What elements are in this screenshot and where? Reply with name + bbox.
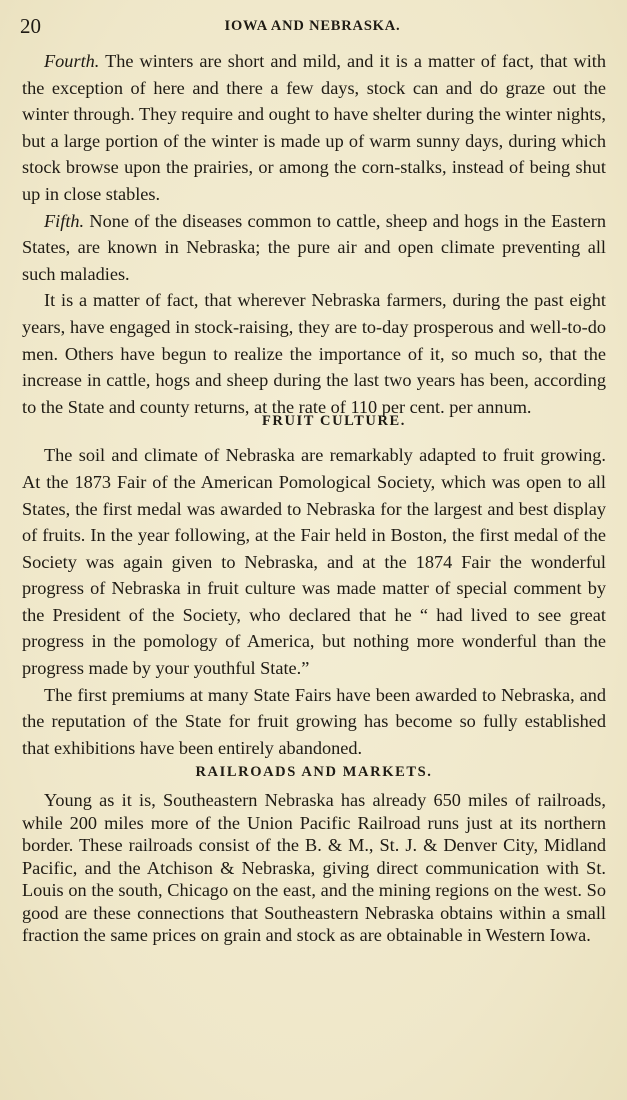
paragraph-stock-raising: It is a matter of fact, that wherever Nebraska farmers, during the past eight years, have engaged in stock-raising, they are to-day prosperous and well-to-do men. Others have begun to realize the importance of it, so much so, that the increase in cattle, hogs and sheep during the last two years has been, according to the State and county returns, at the rate of 110 per cent. per annum. <box>22 290 606 417</box>
paragraph-lead-fifth: Fifth. <box>44 210 85 231</box>
paragraph-text-fifth: None of the diseases common to cattle, sheep and hogs in the Eastern States, are known in Nebraska; the pure air and open climate preventing all such maladies. <box>22 210 606 284</box>
section-heading-fruit-culture: FRUIT CULTURE. <box>261 413 407 430</box>
paragraph-fourth <box>22 48 606 208</box>
running-title: IOWA AND NEBRASKA. <box>224 18 401 34</box>
paragraph-lead-fourth: Fourth. <box>44 51 100 71</box>
paragraph-premiums: The first premiums at many State Fairs have been awarded to Nebraska, and the reputation of the State for fruit growing has become so fully established that exhibitions have been entirely abandoned. <box>22 684 606 758</box>
paragraph-text-fourth: The winters are short and mild, and it is a matter of fact, that with the exception of here and there a few days, stock can and do graze out the winter through. They require and ought to have shelter during the winter nights, but a large portion of the winter is made up of warm sunny days, during which stock browse upon the prairies, or among the corn-stalks, instead of being shut up in close stables. <box>22 51 606 204</box>
paragraph-railroads: Young as it is, Southeastern Nebraska has already 650 miles of railroads, while 200 miles more of the Union Pacific Railroad runs just at its northern border. These railroads consist of the B. & M., St. J. & Denver City, Midland Pacific, and the Atchison & Nebraska, giving direct communication with St. Louis on the south, Chicago on the east, and the mining regions on the west. So good are these connections that Southeastern Nebraska obtains within a small fraction the same prices on grain and stock as are obtainable in Western Iowa. <box>22 790 606 946</box>
page-header <box>20 14 605 38</box>
page-body <box>22 48 606 947</box>
paragraph-fifth <box>22 208 606 288</box>
page-number: 20 <box>20 14 41 38</box>
section-heading-railroads: RAILROADS AND MARKETS. <box>195 764 433 781</box>
paragraph-fruit-growing: The soil and climate of Nebraska are remarkably adapted to fruit growing. At the 1873 Fair of the American Pomological Society, which was open to all States, the first medal was awarded to Nebraska for the largest and best display of fruits. In the year following, at the Fair held in Boston, the first medal of the Society was again given to Nebraska, and at the 1874 Fair the wonderful progress of Nebraska in fruit culture was made matter of special comment by the President of the Society, who declared that he “ had lived to see great progress in the pomology of America, but nothing more wonderful than the progress made by your youthful State.” <box>22 445 606 679</box>
